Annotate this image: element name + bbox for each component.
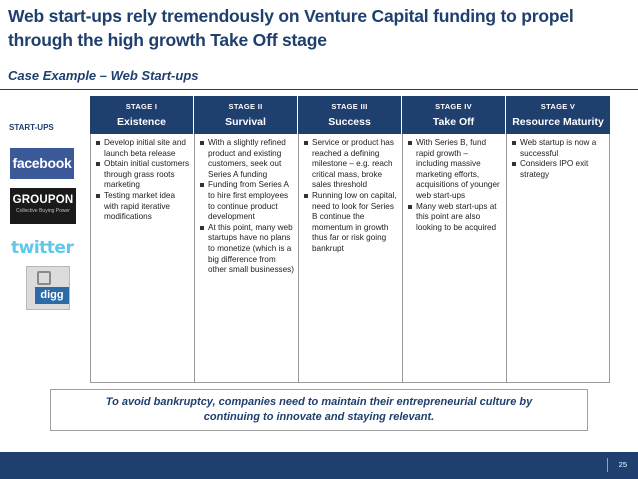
- stage-name: Existence: [116, 116, 167, 128]
- stage-column: [506, 96, 610, 383]
- stage-header: [194, 96, 298, 134]
- callout-text: To avoid bankruptcy, companies need to maintain their entrepreneurial culture by continuing to innovate and staying relevant.: [105, 396, 533, 423]
- stage-bullet: Funding from Series A to hire first employees to continue product development: [199, 180, 294, 222]
- groupon-logo: [10, 188, 76, 224]
- digg-shovel-icon: [37, 271, 51, 285]
- stage-name: Survival: [225, 116, 266, 128]
- stage-bullet: At this point, many web startups have no plans to monetize (which is a big difference from other small businesses): [199, 223, 294, 276]
- stage-bullet: With a slightly refined product and existing customers, seek out Series A funding: [199, 138, 294, 180]
- groupon-logo-text: GROUPON: [12, 194, 74, 206]
- stage-body: [90, 134, 194, 383]
- stage-header: [90, 96, 194, 134]
- header-rule: [0, 89, 638, 90]
- stage-body: [506, 134, 610, 383]
- startups-label: START-UPS: [9, 123, 54, 132]
- stage-bullet: Web startup is now a successful: [511, 138, 605, 159]
- stage-bullet: Obtain initial customers through grass roots marketing: [95, 159, 190, 191]
- stage-number: STAGE III: [331, 102, 368, 111]
- stage-header: [298, 96, 402, 134]
- twitter-logo: twitter: [11, 238, 74, 258]
- stage-header: [402, 96, 506, 134]
- stage-bullet: Testing market idea with rapid iterative modifications: [95, 191, 190, 223]
- stage-body: [402, 134, 506, 383]
- stage-name: Resource Maturity: [512, 116, 604, 128]
- digg-logo: [26, 266, 70, 310]
- slide-title: Web start-ups rely tremendously on Venture Capital funding to propel through the high growth Take Off stage: [8, 6, 574, 50]
- stage-bullet: Considers IPO exit strategy: [511, 159, 605, 180]
- slide-subtitle: Case Example – Web Start-ups: [8, 68, 199, 83]
- stage-header: [506, 96, 610, 134]
- stage-name: Success: [328, 116, 371, 128]
- footer-divider: [607, 458, 608, 472]
- callout-box: [50, 389, 588, 431]
- stage-number: STAGE IV: [435, 102, 472, 111]
- stage-bullet: Develop initial site and launch beta release: [95, 138, 190, 159]
- stage-number: STAGE II: [228, 102, 263, 111]
- footer-bar: [0, 452, 638, 479]
- stage-column: [90, 96, 194, 383]
- stage-bullet: Many web start-ups at this point are also looking to be acquired: [407, 202, 502, 234]
- digg-logo-text: digg: [35, 287, 69, 304]
- stage-column: [194, 96, 298, 383]
- stage-column: [402, 96, 506, 383]
- page-number: 25: [618, 460, 627, 469]
- stage-bullet: Running low on capital, need to look for Series B continue the momentum in growth thus far or risk going bankrupt: [303, 191, 398, 255]
- stage-name: Take Off: [432, 116, 475, 128]
- stages-table: [90, 96, 610, 383]
- stage-bullet: With Series B, fund rapid growth – including massive marketing efforts, acquisitions of younger web start-ups: [407, 138, 502, 202]
- facebook-logo: facebook: [10, 148, 74, 179]
- stage-number: STAGE V: [540, 102, 576, 111]
- stage-bullet: Service or product has reached a defining milestone – e.g. reach critical mass, broke sales threshold: [303, 138, 398, 191]
- stage-number: STAGE I: [125, 102, 158, 111]
- groupon-tagline: Collective Buying Power: [16, 208, 70, 214]
- stage-column: [298, 96, 402, 383]
- stage-body: [298, 134, 402, 383]
- stage-body: [194, 134, 298, 383]
